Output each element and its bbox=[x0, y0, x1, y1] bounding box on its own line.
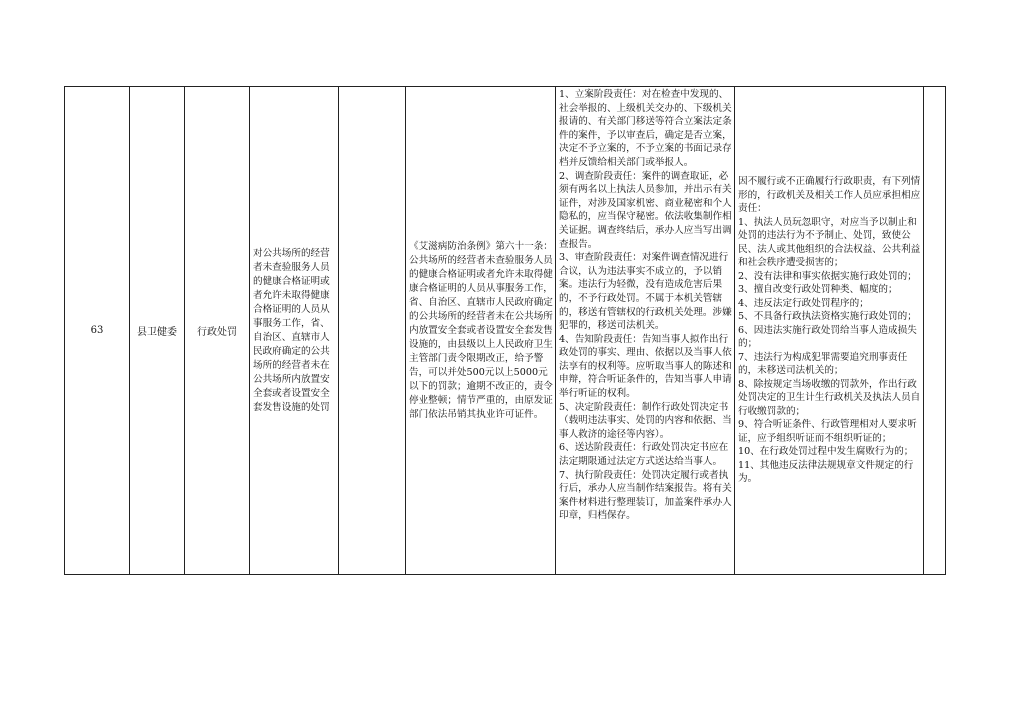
item-name-text: 对公共场所的经营者未查验服务人员的健康合格证明或者允许未取得健康合格证明的人员从事服务工作，省、自治区、直辖市人民政府确定的公共场所的经营者未在公共场所内放置安全套或者设置安全套发售设施的处罚 bbox=[253, 247, 330, 413]
legal-basis-cell bbox=[406, 87, 556, 575]
remarks-cell bbox=[924, 87, 946, 575]
department-cell: 县卫健委 bbox=[130, 87, 185, 575]
table-row bbox=[65, 87, 946, 575]
item-name-cell bbox=[250, 87, 339, 575]
liability-text: 因不履行或不正确履行行政职责，有下列情形的，行政机关及相关工作人员应承担相应责任： 1、执法人员玩忽职守，对应当予以制止和处罚的违法行为不予制止、处罚，致使公民、法人或其他组织的合法权益、公共利益和社会秩序遭受损害的； 2、没有法律和事实依据实施行政处罚的； 3、擅自改变行政处罚种类、幅度的； 4、违反法定行政处罚程序的； 5、不具备行政执法资格实施行政处罚的； 6、因违法实施行政处罚给当事人造成损失的； 7、违法行为构成犯罪需要追究刑事责任的，未移送司法机关的； 8、除按规定当场收缴的罚款外，作出行政处罚决定的卫生计生行政机关及执法人员自行收缴罚款的； 9、符合听证条件、行政管理相对人要求听证，应予组织听证而不组织听证的； 10、在行政处罚过程中发生腐败行为的； 11、其他违反法律法规规章文件规定的行为。 bbox=[738, 176, 921, 485]
liability-cell bbox=[735, 87, 924, 575]
power-list-table bbox=[64, 86, 946, 575]
responsibility-cell bbox=[556, 87, 735, 575]
legal-basis-text: 《艾滋病防治条例》第六十一条：公共场所的经营者未查验服务人员的健康合格证明或者允许未取得健康合格证明的人员从事服务工作，省、自治区、直辖市人民政府确定的公共场所的经营者未在公共场所内放置安全套或者设置安全套发售设施的，由县级以上人民政府卫生主管部门责令限期改正，给予警告，可以并处500元以上5000元以下的罚款；逾期不改正的，责令停业整顿；情节严重的，由原发证部门依法吊销其执业许可证件。 bbox=[409, 240, 553, 420]
sub-item-cell bbox=[339, 87, 406, 575]
row-number: 63 bbox=[65, 87, 130, 575]
power-type-cell: 行政处罚 bbox=[185, 87, 250, 575]
responsibility-text: 1、立案阶段责任：对在检查中发现的、社会举报的、上级机关交办的、下级机关报请的、有关部门移送等符合立案法定条件的案件，予以审查后，确定是否立案，决定不予立案的，不予立案的书面记录存档并反馈给相关部门或举报人。 2、调查阶段责任：案件的调查取证，必须有两名以上执法人员参加，并出示有关证件，对涉及国家机密、商业秘密和个人隐私的，应当保守秘密。依法收集制作相关证据。调查终结后，承办人应当写出调查报告。 3、审查阶段责任：对案件调查情况进行合议，认为违法事实不成立的，予以销案。违法行为轻微，没有造成危害后果的，不予行政处罚。不属于本机关管辖的，移送有管辖权的行政机关处理。涉嫌犯罪的，移送司法机关。 4、告知阶段责任：告知当事人拟作出行政处罚的事实、理由、依据以及当事人依法享有的权利等。应听取当事人的陈述和申辩，符合听证条件的，告知当事人申请举行听证的权利。 5、决定阶段责任：制作行政处罚决定书（载明违法事实、处罚的内容和依据、当事人救济的途径等内容）。 6、送达阶段责任：行政处罚决定书应在法定期限通过法定方式送达给当事人。 7、执行阶段责任：处罚决定履行或者执行后，承办人应当制作结案报告。将有关案件材料进行整理装订，加盖案件承办人印章，归档保存。 bbox=[559, 89, 732, 522]
